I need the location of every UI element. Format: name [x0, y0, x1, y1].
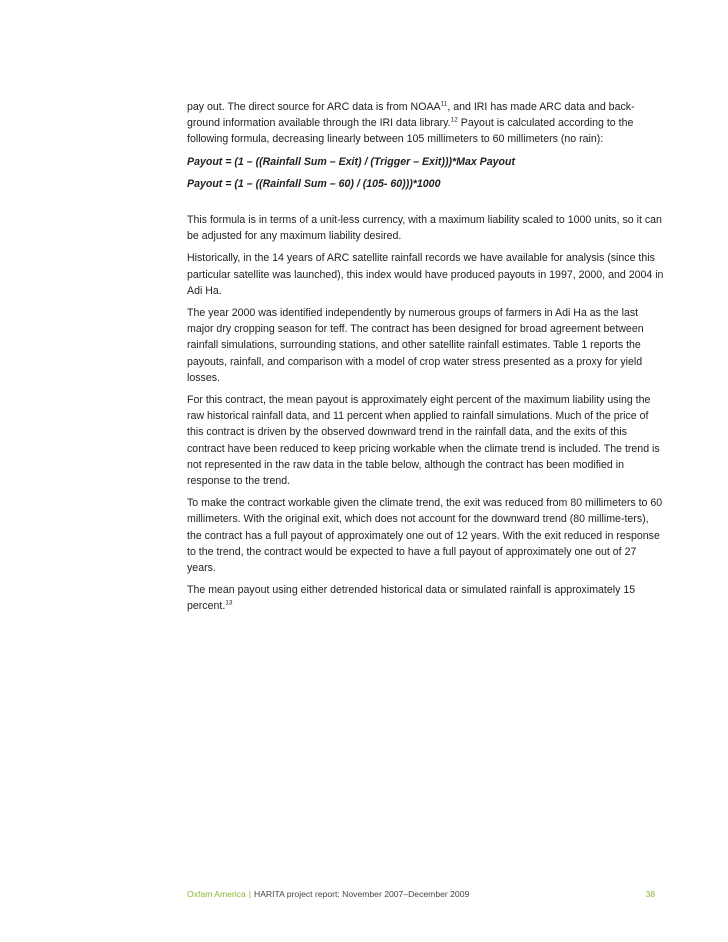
paragraph-2: This formula is in terms of a unit-less currency, with a maximum liability scaled to 1000 units, so it can be adjusted for any maximum liability desired. [187, 214, 662, 243]
footnote-ref-13[interactable]: 13 [225, 599, 233, 607]
page-number: 38 [645, 889, 655, 899]
paragraph-1-part-c: Payout is calculated according to the following formula, decreasing linearly between 105 millimeters to 60 millimeters (no rain): [187, 117, 634, 146]
paragraph-7 [187, 582, 665, 614]
paragraph-6: To make the contract workable given the climate trend, the exit was reduced from 80 millimeters to 60 millimeters. With the original exit, which does not account for the downward trend (80 millime-ters), the contract has a full payout of approximately one out of 12 years. With the exit reduced in response to the trend, the contract would be expected to have a full payout of approximately one out of 27 years. [187, 497, 663, 575]
footnote-ref-12[interactable]: 12 [450, 116, 458, 124]
paragraph-7-text: The mean payout using either detrended historical data or simulated rainfall is approximately 15 percent. [187, 584, 636, 613]
paragraph-1 [187, 99, 665, 148]
footer-organization: Oxfam America [187, 889, 246, 899]
paragraph-1-part-a: pay out. The direct source for ARC data is from NOAA [187, 101, 441, 113]
footer-report-title: HARITA project report: November 2007–December 2009 [253, 889, 470, 899]
body-text [187, 99, 665, 621]
paragraph-1-part-b: , and IRI has made ARC data and back-ground information available through the IRI data library. [187, 101, 635, 130]
paragraph-5: For this contract, the mean payout is approximately eight percent of the maximum liability using the raw historical rainfall data, and 11 percent when applied to rainfall simulations. Much of the price of this contract is driven by the observed downward trend in the rainfall data, and the exits of this contract have been reduced to keep pricing workable when the climate trend is included. The trend is not represented in the raw data in the table below, although the contract has been modified in response to the trend. [187, 394, 660, 488]
footnote-ref-11[interactable]: 11 [440, 100, 448, 108]
paragraph-3: Historically, in the 14 years of ARC satellite rainfall records we have available for analysis (since this particular satellite was launched), this index would have produced payouts in 1997, 2000, and 2004 in Adi Ha. [187, 252, 664, 297]
footer-separator: | [248, 889, 251, 899]
paragraph-4: The year 2000 was identified independently by numerous groups of farmers in Adi Ha as the last major dry cropping season for teff. The contract has been designed for broad agreement between rainfall simulations, surrounding stations, and other satellite rainfall estimates. Table 1 reports the payouts, rainfall, and comparison with a model of crop water stress presented as a proxy for yield losses. [187, 307, 644, 384]
formula-specific: Payout = (1 – ((Rainfall Sum – 60) / (105- 60)))*1000 [187, 177, 441, 190]
formula-general: Payout = (1 – ((Rainfall Sum – Exit) / (Trigger – Exit)))*Max Payout [187, 155, 515, 168]
page-footer [187, 889, 655, 899]
